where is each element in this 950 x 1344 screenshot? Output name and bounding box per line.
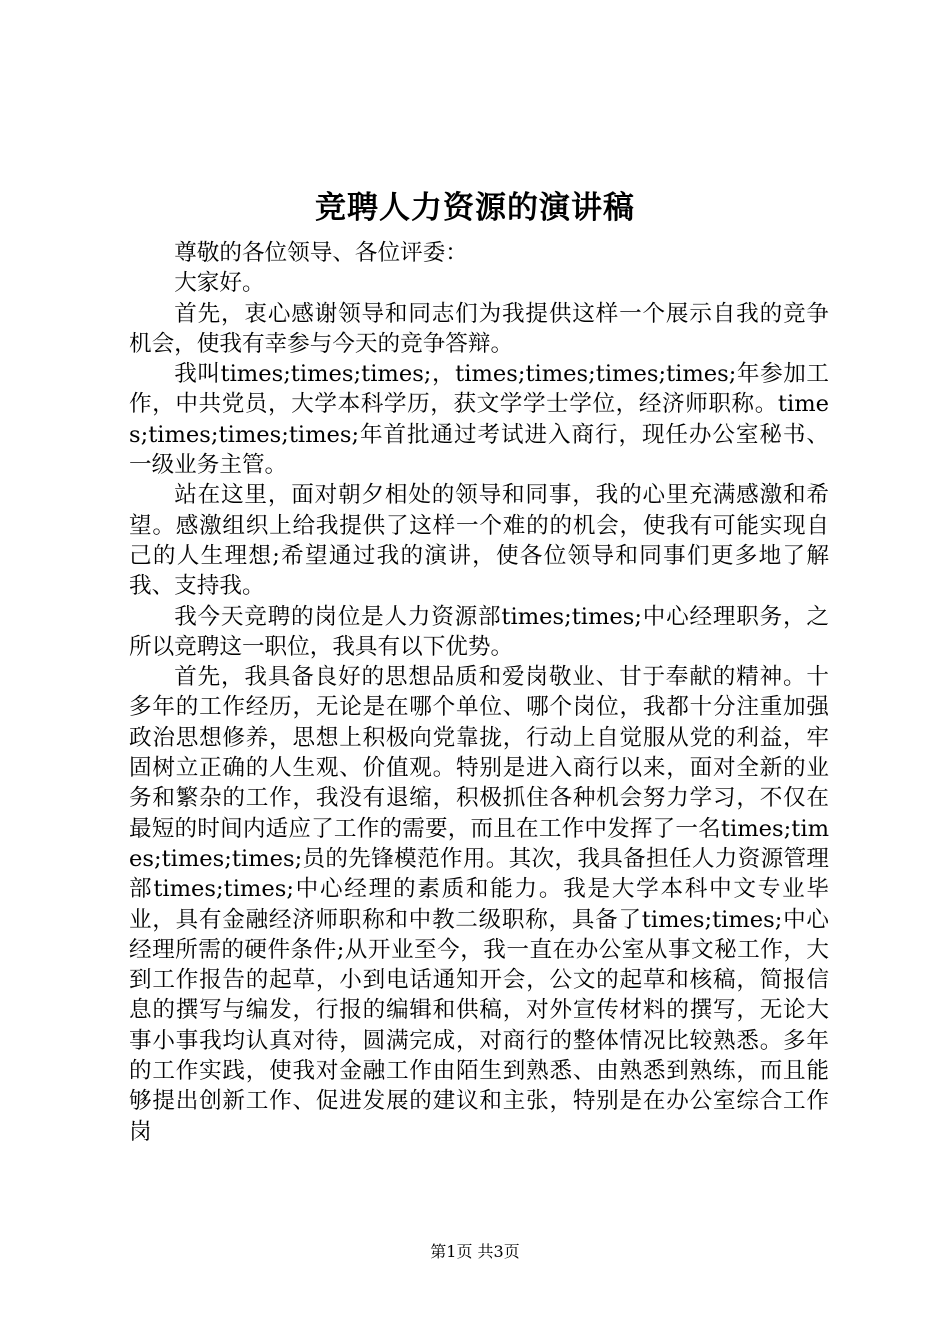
paragraph-greeting: 大家好。 (174, 270, 265, 297)
paragraph-position: 我今天竞聘的岗位是人力资源部times;times;中心经理职务，之所以竞聘这一职位，我具有以下优势。 (129, 603, 829, 660)
document-title: 竞聘人力资源的演讲稿 (315, 190, 635, 226)
paragraph-thanks: 首先，衷心感谢领导和同志们为我提供这样一个展示自我的竞争机会，使我有幸参与今天的竞争答辩。 (129, 300, 829, 357)
paragraph-introduction: 我叫times;times;times;，times;times;times;times;年参加工作，中共党员，大学本科学历，获文学学士学位，经济师职称。times;times;times;times;年首批通过考试进入商行，现任办公室秘书、一级业务主管。 (129, 361, 829, 479)
paragraph-feelings: 站在这里，面对朝夕相处的领导和同事，我的心里充满感激和希望。感激组织上给我提供了这样一个难的的机会，使我有可能实现自己的人生理想;希望通过我的演讲，使各位领导和同事们更多地了解我、支持我。 (129, 482, 829, 600)
document-body (129, 238, 829, 1147)
paragraph-strengths: 首先，我具备良好的思想品质和爱岗敬业、甘于奉献的精神。十多年的工作经历，无论是在哪个单位、哪个岗位，我都十分注重加强政治思想修养，思想上积极向党靠拢，行动上自觉服从党的利益，牢固树立正确的人生观、价值观。特别是进入商行以来，面对全新的业务和繁杂的工作，我没有退缩，积极抓住各种机会努力学习，不仅在最短的时间内适应了工作的需要，而且在工作中发挥了一名times;times;times;times;员的先锋模范作用。其次，我具备担任人力资源管理部times;times;中心经理的素质和能力。我是大学本科中文专业毕业，具有金融经济师职称和中教二级职称，具备了times;times;中心经理所需的硬件条件;从开业至今，我一直在办公室从事文秘工作，大到工作报告的起草，小到电话通知开会，公文的起草和核稿，简报信息的撰写与编发，行报的编辑和供稿，对外宣传材料的撰写，无论大事小事我均认真对待，圆满完成，对商行的整体情况比较熟悉。多年的工作实践，使我对金融工作由陌生到熟悉、由熟悉到熟练，而且能够提出创新工作、促进发展的建议和主张，特别是在办公室综合工作岗 (129, 664, 829, 1145)
paragraph-salutation: 尊敬的各位领导、各位评委： (174, 240, 468, 266)
page-footer: 第1页 共3页 (430, 1242, 520, 1261)
